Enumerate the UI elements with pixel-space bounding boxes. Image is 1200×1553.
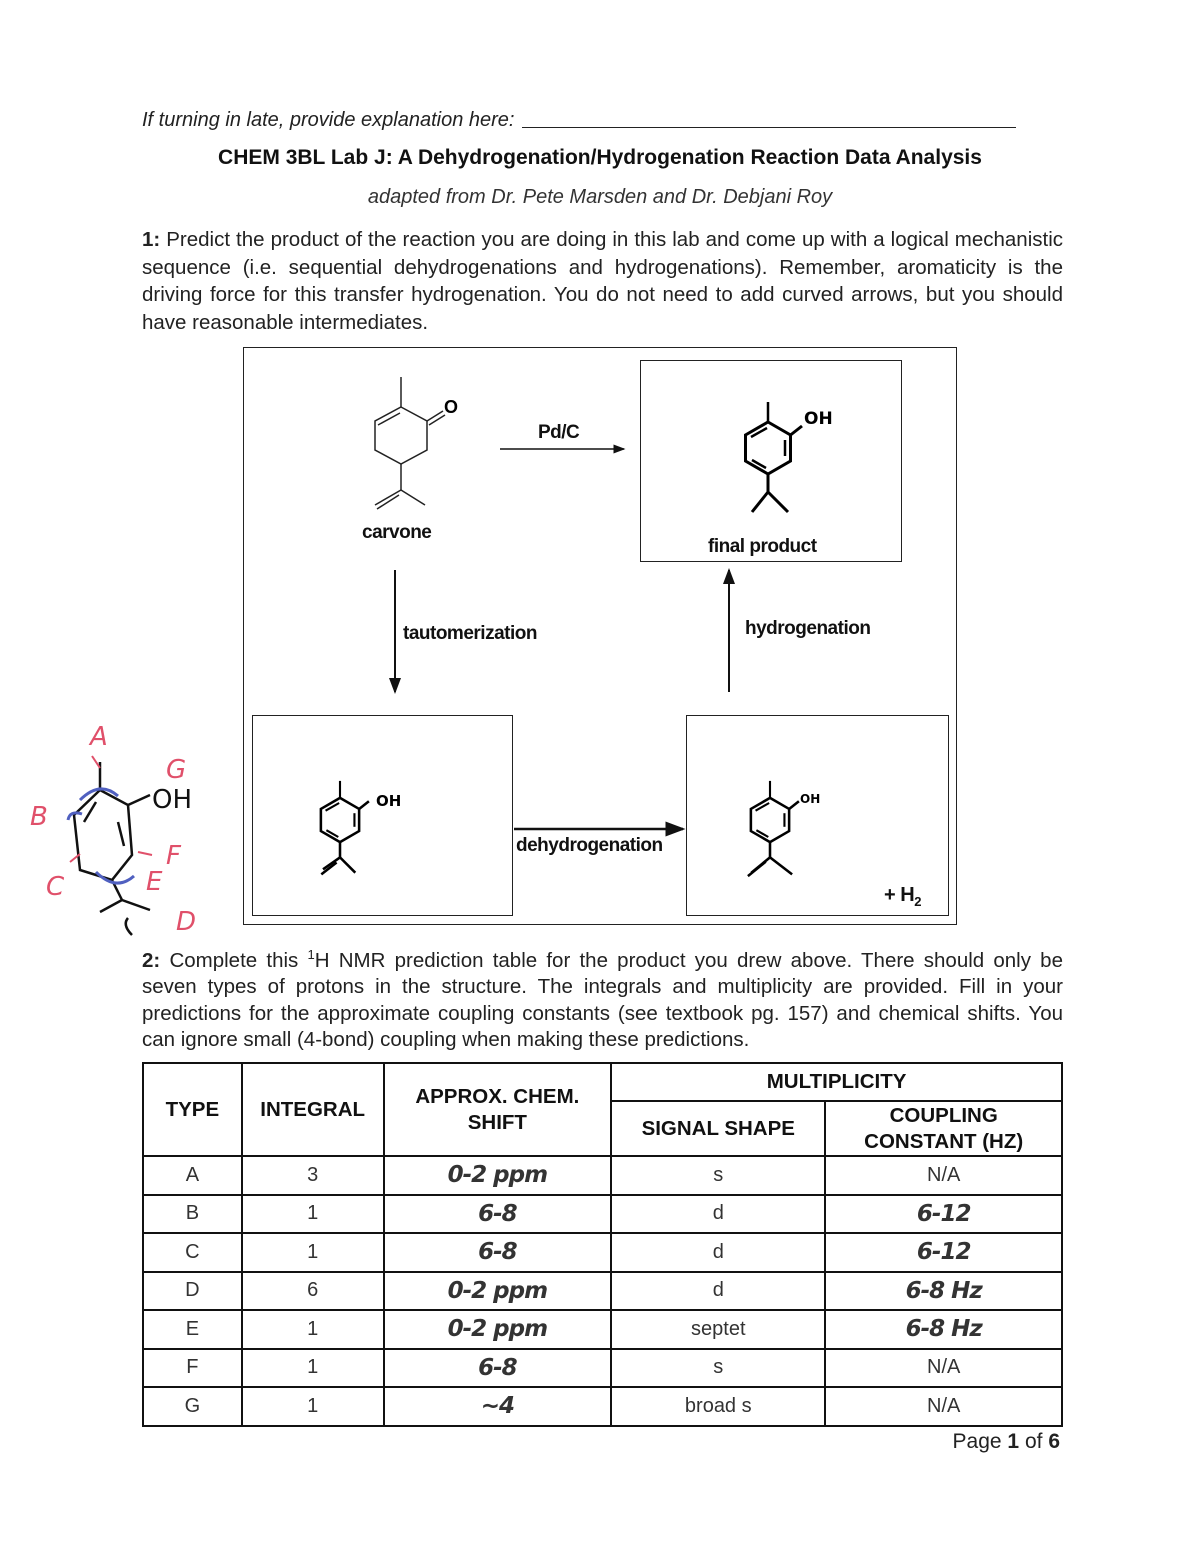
cell-type: G	[143, 1387, 242, 1426]
cell-integral: 1	[242, 1349, 384, 1388]
final-product-structure	[746, 402, 803, 512]
cell-signal-shape: s	[611, 1349, 825, 1388]
table-row	[143, 1195, 1062, 1234]
table-row	[143, 1387, 1062, 1426]
header-type: TYPE	[143, 1063, 242, 1156]
carvone-structure	[375, 377, 445, 509]
cell-signal-shape: septet	[611, 1310, 825, 1349]
page-word: Page	[952, 1430, 1002, 1453]
h2-byproduct-label	[884, 884, 921, 909]
enol-intermediate-structure	[321, 781, 369, 875]
late-prompt-text: If turning in late, provide explanation here:	[142, 109, 515, 131]
tautomerization-label: tautomerization	[403, 623, 537, 644]
table-row	[143, 1310, 1062, 1349]
superscript-1: 1	[307, 947, 315, 962]
cell-chem-shift[interactable]: 0-2 ppm	[384, 1156, 612, 1195]
total-pages: 6	[1048, 1430, 1060, 1453]
cell-chem-shift[interactable]: 0-2 ppm	[384, 1310, 612, 1349]
header-multiplicity: MULTIPLICITY	[611, 1063, 1062, 1101]
annotation-label-e: E	[146, 867, 163, 897]
cell-coupling-constant[interactable]: 6-12	[825, 1233, 1062, 1272]
cell-integral: 1	[242, 1310, 384, 1349]
cell-signal-shape: broad s	[611, 1387, 825, 1426]
table-row	[143, 1233, 1062, 1272]
cell-signal-shape: d	[611, 1233, 825, 1272]
question-1-text: Predict the product of the reaction you are doing in this lab and come up with a logical mechanistic sequence (i.e. sequential dehydrogenations and hydrogenations). Remember, aromaticity is the driving force for this transfer hydrogenation. You do not need to add curved arrows, but you should have reasonable intermediates.	[142, 228, 1063, 334]
table-row	[143, 1349, 1062, 1388]
aromatic-intermediate-structure	[748, 781, 799, 876]
annotation-label-b: B	[30, 802, 48, 832]
cell-integral: 1	[242, 1233, 384, 1272]
h2-subscript: 2	[914, 894, 921, 909]
cell-type: B	[143, 1195, 242, 1234]
annotation-label-f: F	[166, 841, 181, 871]
enol-oh-label: OH	[376, 792, 402, 810]
annotation-label-a: A	[90, 722, 108, 752]
cell-integral: 1	[242, 1387, 384, 1426]
attribution: adapted from Dr. Pete Marsden and Dr. Debjani Roy	[367, 186, 833, 208]
cell-chem-shift[interactable]: 0-2 ppm	[384, 1272, 612, 1311]
cell-chem-shift[interactable]: 6-8	[384, 1233, 612, 1272]
current-page: 1	[1007, 1430, 1020, 1453]
annotation-label-c: C	[46, 872, 65, 902]
question-1-number: 1:	[142, 228, 161, 251]
cell-coupling-constant[interactable]: 6-12	[825, 1195, 1062, 1234]
final-product-label: final product	[708, 536, 817, 557]
cell-type: E	[143, 1310, 242, 1349]
cell-integral: 6	[242, 1272, 384, 1311]
header-chem-shift: APPROX. CHEM. SHIFT	[384, 1063, 612, 1156]
carvone-label: carvone	[362, 522, 432, 543]
table-row	[143, 1272, 1062, 1311]
header-coupling-constant: COUPLING CONSTANT (HZ)	[825, 1101, 1062, 1156]
hydrogenation-label: hydrogenation	[745, 618, 871, 639]
cell-chem-shift[interactable]: 6-8	[384, 1195, 612, 1234]
cell-coupling-constant[interactable]: 6-8 Hz	[825, 1310, 1062, 1349]
annotation-label-g: G	[166, 755, 187, 785]
intermediate-oh-label: OH	[800, 792, 821, 806]
cell-coupling-constant[interactable]: N/A	[825, 1387, 1062, 1426]
question-2-text: H NMR prediction table for the product you drew above. There should only be seven types of protons in the structure. The integrals and multiplicity are provided. Fill in your predictions for the approximate coupling constants (see textbook pg. 157) and chemical shifts. You can ignore small (4-bond) coupling when making these predictions.	[142, 948, 1063, 1052]
dehydrogenation-label: dehydrogenation	[516, 835, 663, 856]
nmr-prediction-table	[142, 1062, 1063, 1427]
cell-signal-shape: d	[611, 1195, 825, 1234]
handwritten-structure-annotation	[68, 756, 152, 935]
carbonyl-o-label: O	[444, 397, 459, 417]
cell-chem-shift[interactable]: ~4	[384, 1387, 612, 1426]
cell-coupling-constant[interactable]: N/A	[825, 1156, 1062, 1195]
final-oh-label: OH	[804, 409, 833, 429]
cell-signal-shape: s	[611, 1156, 825, 1195]
annotation-label-d: D	[176, 907, 197, 937]
of-word: of	[1024, 1430, 1043, 1453]
cell-signal-shape: d	[611, 1272, 825, 1311]
reagent-label: Pd/C	[538, 422, 580, 443]
h2-text: + H	[884, 884, 915, 906]
cell-type: F	[143, 1349, 242, 1388]
cell-type: D	[143, 1272, 242, 1311]
question-2-number: 2:	[142, 948, 161, 972]
cell-coupling-constant[interactable]: N/A	[825, 1349, 1062, 1388]
question-2	[142, 942, 1063, 1054]
page-number	[953, 1430, 1060, 1454]
page-title: CHEM 3BL Lab J: A Dehydrogenation/Hydrogenation Reaction Data Analysis	[218, 146, 982, 169]
annotation-oh: OH	[152, 785, 193, 815]
cell-coupling-constant[interactable]: 6-8 Hz	[825, 1272, 1062, 1311]
cell-type: A	[143, 1156, 242, 1195]
cell-chem-shift[interactable]: 6-8	[384, 1349, 612, 1388]
cell-type: C	[143, 1233, 242, 1272]
cell-integral: 1	[242, 1195, 384, 1234]
table-row	[143, 1156, 1062, 1195]
question-2-text-start: Complete this	[169, 948, 308, 972]
cell-integral: 3	[242, 1156, 384, 1195]
header-signal-shape: SIGNAL SHAPE	[611, 1101, 825, 1156]
header-integral: INTEGRAL	[242, 1063, 384, 1156]
